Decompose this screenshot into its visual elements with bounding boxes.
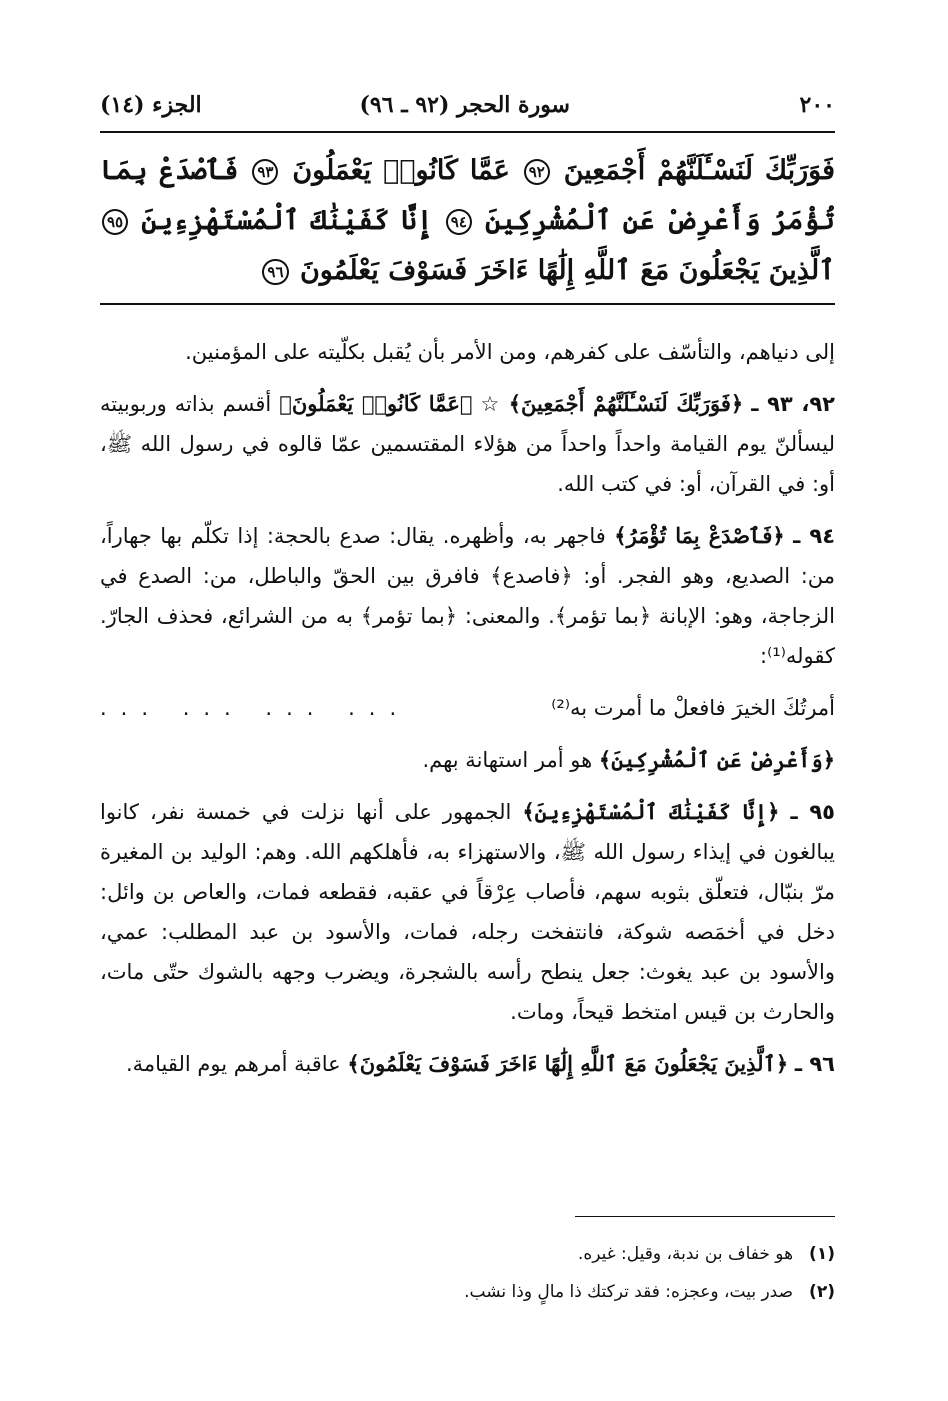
footnote-text: هو خفاف بن ندبة، وقيل: غيره. (577, 1244, 794, 1264)
footnote-text: صدر بيت، وعجزه: فقد تركتك ذا مالٍ وذا نشب. (464, 1282, 794, 1302)
surah-title: سورة الحجر (٩٢ ـ ٩٦) (359, 92, 570, 118)
quoted-verse: ﴿فَٱصْدَعْ بِمَا تُؤْمَرُ﴾ (614, 523, 785, 548)
paragraph-text: أقسم بذاته وربوبيته ليسألنّ يوم القيامة واحداً واحداً من هؤلاء المقتسمين عمّا قالوه في رسول الله ﷺ، أو: في القرآن، أو: في كتب الله. (100, 392, 835, 496)
quoted-verse: ﴿ٱلَّذِينَ يَجْعَلُونَ مَعَ ٱللَّهِ إِلَٰهًا ءَاخَرَ فَسَوْفَ يَعْلَمُونَ﴾ (347, 1051, 789, 1076)
verse-95-text: إِنَّا كَفَيْنَٰكَ ٱلْمُسْتَهْزِءِينَ (141, 205, 433, 236)
paragraph-text: هو أمر استهانة بهم. (422, 748, 593, 772)
verse-96-text: ٱلَّذِينَ يَجْعَلُونَ مَعَ ٱللَّهِ إِلَٰهًا ءَاخَرَ فَسَوْفَ يَعْلَمُونَ (299, 255, 835, 286)
poem-ellipsis: ... ... ... ... (100, 696, 411, 720)
commentary (100, 332, 835, 1096)
star-separator: ☆ (480, 392, 501, 416)
verse-96-marker: ٩٦ (262, 259, 288, 285)
quran-divider (100, 303, 835, 305)
paragraph-intro: إلى دنياهم، والتأسّف على كفرهم، ومن الأمر بأن يُقبل بكلّيته على المؤمنين. (185, 340, 835, 364)
footnote-number: (٢) (809, 1282, 835, 1302)
verse-ref-label: ٩٥ ـ (790, 800, 835, 824)
paragraph-96 (100, 1044, 835, 1084)
verse-94-text: فَٱصْدَعْ بِمَا تُؤْمَرُ وَأَعْرِضْ عَنِ ٱلْمُشْرِكِينَ (100, 155, 835, 236)
juz-label: الجزء (١٤) (100, 92, 202, 118)
verse-ref-label: ٩٢، ٩٣ ـ (751, 392, 835, 416)
paragraph-94b (100, 740, 835, 780)
verse-ref-label: ٩٦ ـ (794, 1052, 835, 1076)
paragraph-94 (100, 516, 835, 676)
paragraph-text: عاقبة أمرهم يوم القيامة. (125, 1052, 341, 1076)
poem-line (100, 688, 835, 728)
paragraph-92-93 (100, 384, 835, 504)
verse-92-marker: ٩٢ (524, 159, 550, 185)
paragraph-text: فاجهر به، وأظهره. يقال: صدع بالحجة: إذا تكلّم بها جهاراً، من: الصديع، وهو الفجر. أو: ﴿فاصدع﴾ فافرق بين الحقّ والباطل، من: الصدع في الزجاجة، وهو: الإبانة ﴿بما تؤمر﴾. والمعنى: ﴿بما تؤمر﴾ به من الشرائع، فحذف الجارّ. كقوله⁽¹⁾: (100, 524, 835, 668)
footnote (100, 1235, 835, 1273)
footnotes (100, 1235, 835, 1311)
verse-93-marker: ٩٣ (252, 159, 278, 185)
verse-93-text: عَمَّا كَانُوا۟ يَعْمَلُونَ (292, 155, 510, 186)
verse-92-text: فَوَرَبِّكَ لَنَسْـَٔلَنَّهُمْ أَجْمَعِينَ (563, 155, 835, 186)
footnote-number: (١) (809, 1244, 835, 1264)
quran-verses (100, 146, 835, 296)
footnote (100, 1273, 835, 1311)
verse-94-marker: ٩٤ (446, 209, 472, 235)
quoted-verse: ﴿فَوَرَبِّكَ لَنَسْـَٔلَنَّهُمْ أَجْمَعِينَ﴾ (508, 391, 744, 416)
paragraph-text: الجمهور على أنها نزلت في خمسة نفر، كانوا يبالغون في إيذاء رسول الله ﷺ، والاستهزاء به، فأهلكهم الله. وهم: الوليد بن المغيرة مرّ بنبّال، فتعلّق بثوبه سهم، فأصاب عِرْقاً في عقبه، فقطعه فمات، والعاص بن وائل: دخل في أخمَصه شوكة، فانتفخت رجله، فمات، والأسود بن عبد المطلب: عمي، والأسود بن عبد يغوث: جعل ينطح رأسه بالشجرة، ويضرب وجهه بالشوك حتّى مات، والحارث بن قيس امتخط قيحاً، ومات. (100, 800, 835, 1024)
verse-ref-label: ٩٤ ـ (793, 524, 836, 548)
page-header (100, 86, 835, 126)
quoted-verse: ﴿إِنَّا كَفَيْنَٰكَ ٱلْمُسْتَهْزِءِينَ﴾ (522, 799, 780, 824)
quoted-verse: ﴿عَمَّا كَانُوا۟ يَعْمَلُونَ﴾ (279, 391, 473, 416)
quoted-verse: ﴿وَأَعْرِضْ عَنِ ٱلْمُشْرِكِينَ﴾ (598, 747, 835, 772)
header-divider (100, 131, 835, 133)
verse-95-marker: ٩٥ (102, 209, 128, 235)
poem-hemistich: أمرتُكَ الخيرَ فافعلْ ما أمرت به⁽²⁾ (551, 696, 835, 720)
paragraph-95 (100, 792, 835, 1032)
footnote-divider (575, 1216, 835, 1217)
page-number: ٢٠٠ (799, 92, 835, 118)
